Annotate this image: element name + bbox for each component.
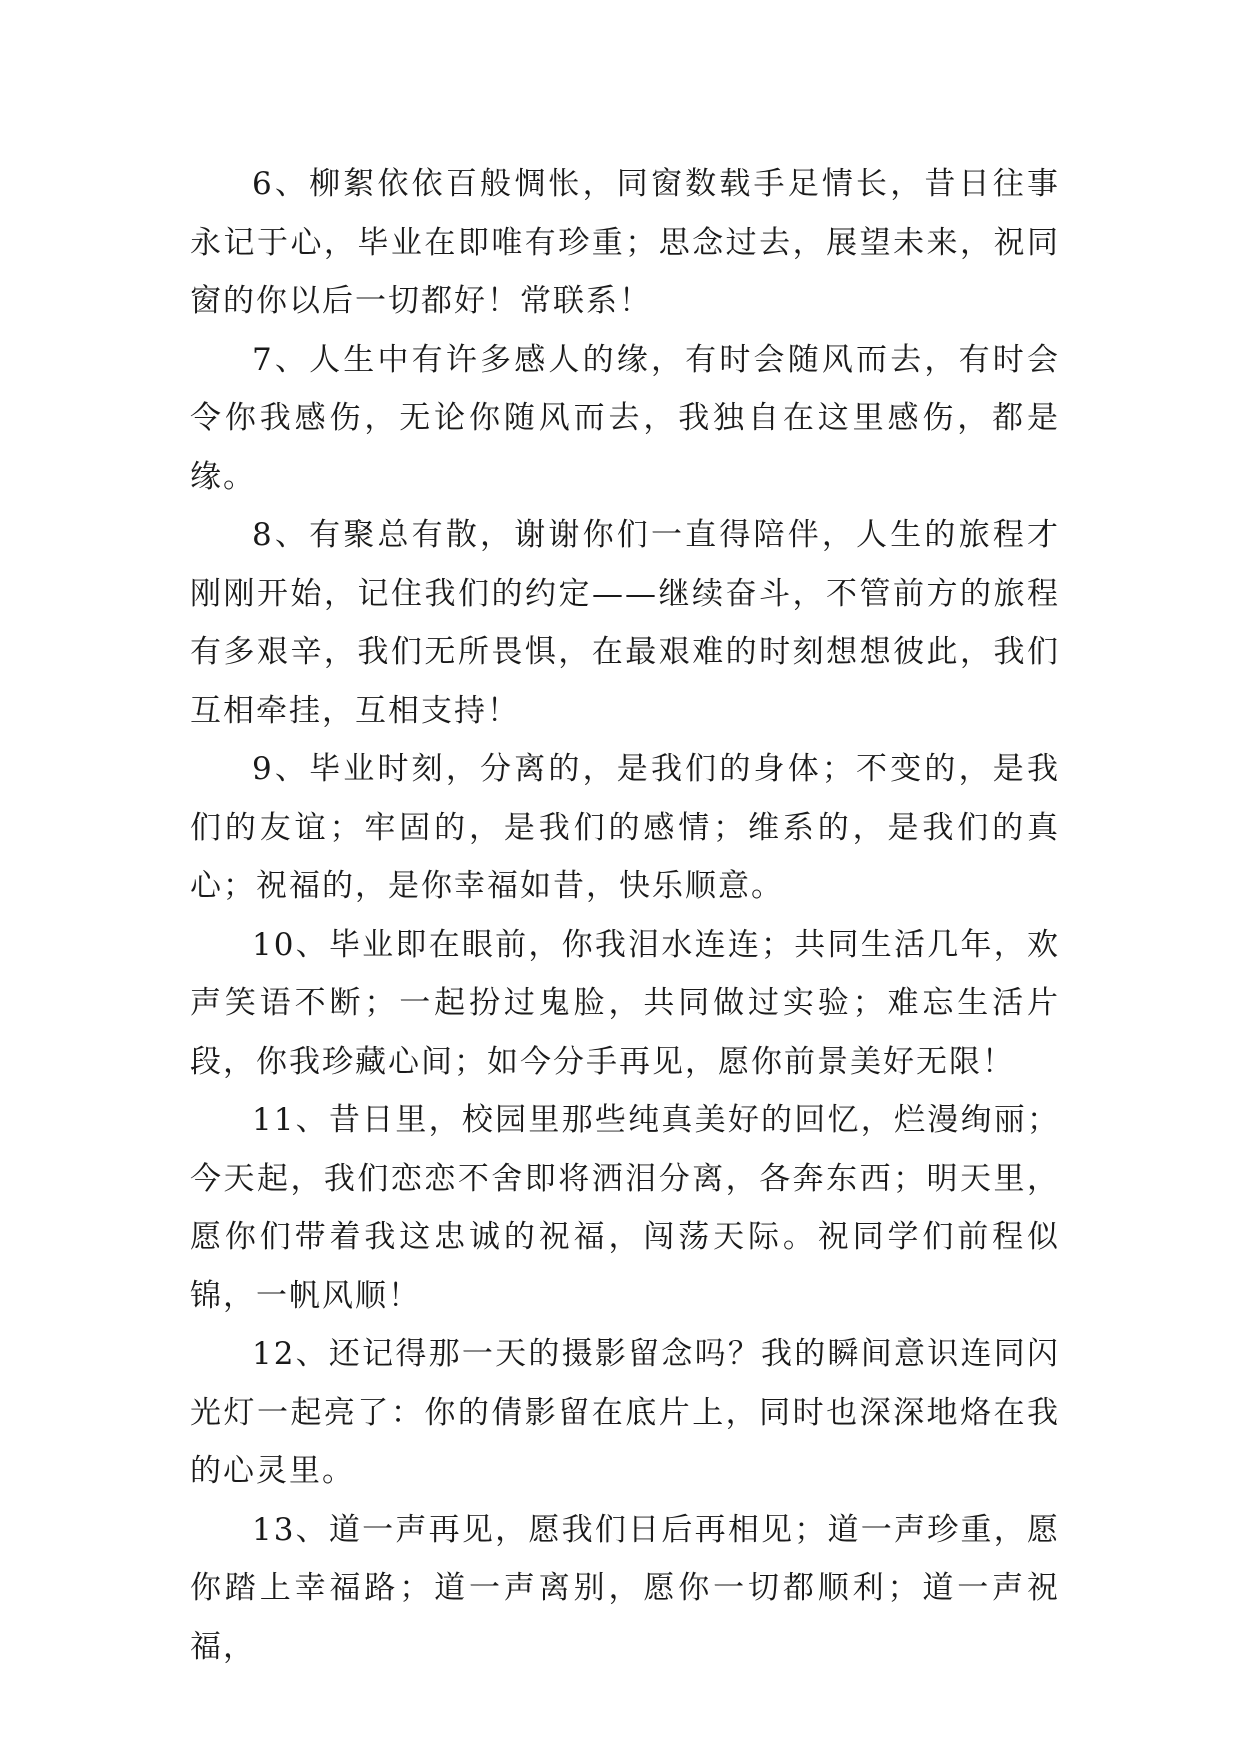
paragraph-12: 12、还记得那一天的摄影留念吗？我的瞬间意识连同闪光灯一起亮了：你的倩影留在底片上，同时也深深地烙在我的心灵里。 [190, 1336, 1060, 1489]
paragraph-6: 6、柳絮依依百般惆怅，同窗数载手足情长，昔日往事永记于心，毕业在即唯有珍重；思念过去，展望未来，祝同窗的你以后一切都好！常联系！ [190, 166, 1060, 319]
paragraph-11: 11、昔日里，校园里那些纯真美好的回忆，烂漫绚丽；今天起，我们恋恋不舍即将洒泪分离，各奔东西；明天里，愿你们带着我这忠诚的祝福，闯荡天际。祝同学们前程似锦，一帆风顺！ [190, 1102, 1060, 1314]
paragraph-10: 10、毕业即在眼前，你我泪水连连；共同生活几年，欢声笑语不断；一起扮过鬼脸，共同做过实验；难忘生活片段，你我珍藏心间；如今分手再见，愿你前景美好无限！ [190, 926, 1060, 1080]
paragraph-7: 7、人生中有许多感人的缘，有时会随风而去，有时会令你我感伤，无论你随风而去，我独自在这里感伤，都是缘。 [190, 341, 1060, 495]
paragraph-8: 8、有聚总有散，谢谢你们一直得陪伴，人生的旅程才刚刚开始，记住我们的约定——继续奋斗，不管前方的旅程有多艰辛，我们无所畏惧，在最艰难的时刻想想彼此，我们互相牵挂，互相支持！ [190, 517, 1060, 729]
document-body [190, 155, 1060, 1676]
paragraph-13: 13、道一声再见，愿我们日后再相见；道一声珍重，愿你踏上幸福路；道一声离别，愿你一切都顺利；道一声祝福， [190, 1511, 1060, 1665]
paragraph-9: 9、毕业时刻，分离的，是我们的身体；不变的，是我们的友谊；牢固的，是我们的感情；维系的，是我们的真心；祝福的，是你幸福如昔，快乐顺意。 [190, 751, 1060, 904]
